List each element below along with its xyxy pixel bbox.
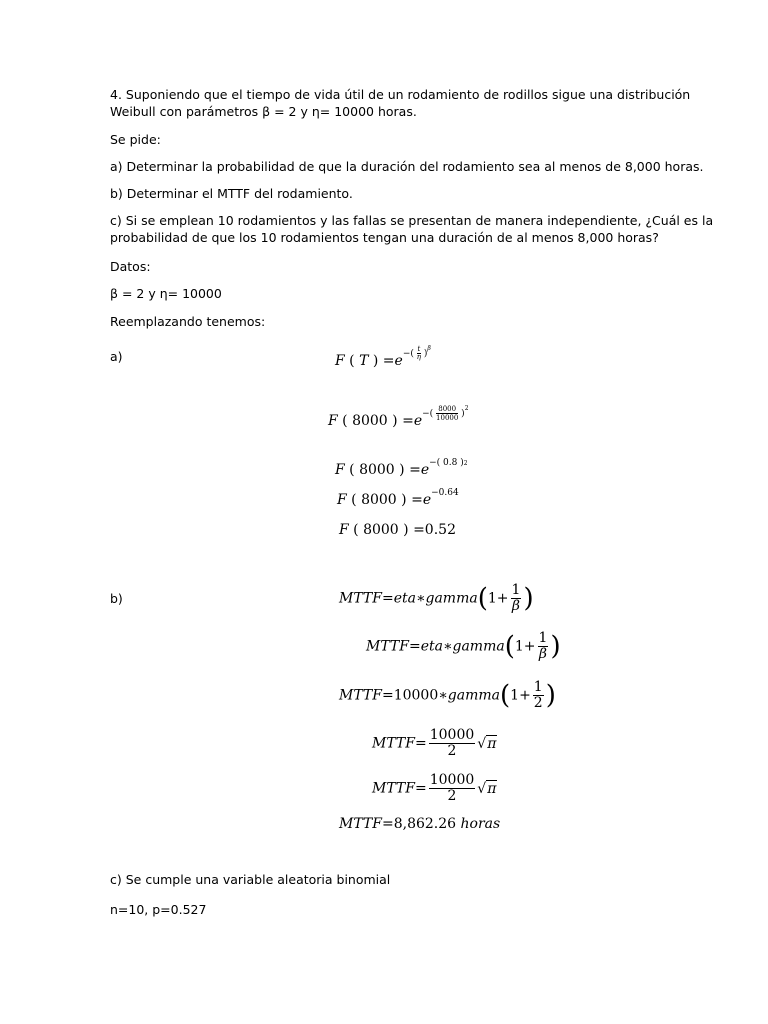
exponent-0-8: F ( 8000 ) $=e^{-( 0.8 )2}$ xyxy=(335,458,468,478)
mttf-formula-2: MTTF=eta∗gamma(1+ $\frac{1}{\beta}$ ) xyxy=(366,630,561,662)
part-a-label: a) xyxy=(110,349,123,364)
item-b: b) Determinar el MTTF del rodamiento. xyxy=(110,186,353,201)
substitution-8000: F ( 8000 ) $=e^{-( \frac{8000}{10000} )^2}$ xyxy=(328,405,469,429)
mttf-substituted: MTTF=10000∗gamma(1+ $\frac{1}{2}$ ) xyxy=(339,679,556,711)
item-c-line-2: probabilidad de que los 10 rodamientos tengan una duración de al menos 8,000 horas? xyxy=(110,230,659,245)
item-a: a) Determinar la probabilidad de que la duración del rodamiento sea al menos de 8,000 horas. xyxy=(110,159,704,174)
mttf-sqrt-pi-2: MTTF= $\frac{10000}{2}$ √π xyxy=(372,772,497,804)
mttf-formula-1: MTTF=eta∗gamma(1+ $\frac{1}{\beta}$ ) xyxy=(339,582,534,614)
reemplazando-label: Reemplazando tenemos: xyxy=(110,314,266,329)
part-b-label: b) xyxy=(110,591,123,606)
problem-line-2: Weibull con parámetros β = 2 y η= 10000 horas. xyxy=(110,104,417,119)
mttf-sqrt-pi-1: MTTF= $\frac{10000}{2}$ √π xyxy=(372,727,497,759)
mttf-result: MTTF=8,862.26 horas xyxy=(339,816,501,832)
weibull-formula: F ( T ) $=e^{-( \frac{t}{\eta} )^\beta}$ xyxy=(335,345,431,369)
item-c-line-1: c) Si se emplean 10 rodamientos y las fallas se presentan de manera independiente, ¿Cuál es la xyxy=(110,213,714,228)
datos-label: Datos: xyxy=(110,259,151,274)
part-c-line-1: c) Se cumple una variable aleatoria binomial xyxy=(110,872,391,887)
datos-values: β = 2 y η= 10000 xyxy=(110,286,222,301)
part-c-line-2: n=10, p=0.527 xyxy=(110,902,207,917)
se-pide-label: Se pide: xyxy=(110,132,161,147)
exponent-0-64: F ( 8000 ) $=e^{-0.64}$ xyxy=(337,488,459,508)
problem-line-1: 4. Suponiendo que el tiempo de vida útil de un rodamiento de rodillos sigue una distribución xyxy=(110,87,691,102)
result-0-52: F ( 8000 ) =0.52 xyxy=(339,522,456,538)
